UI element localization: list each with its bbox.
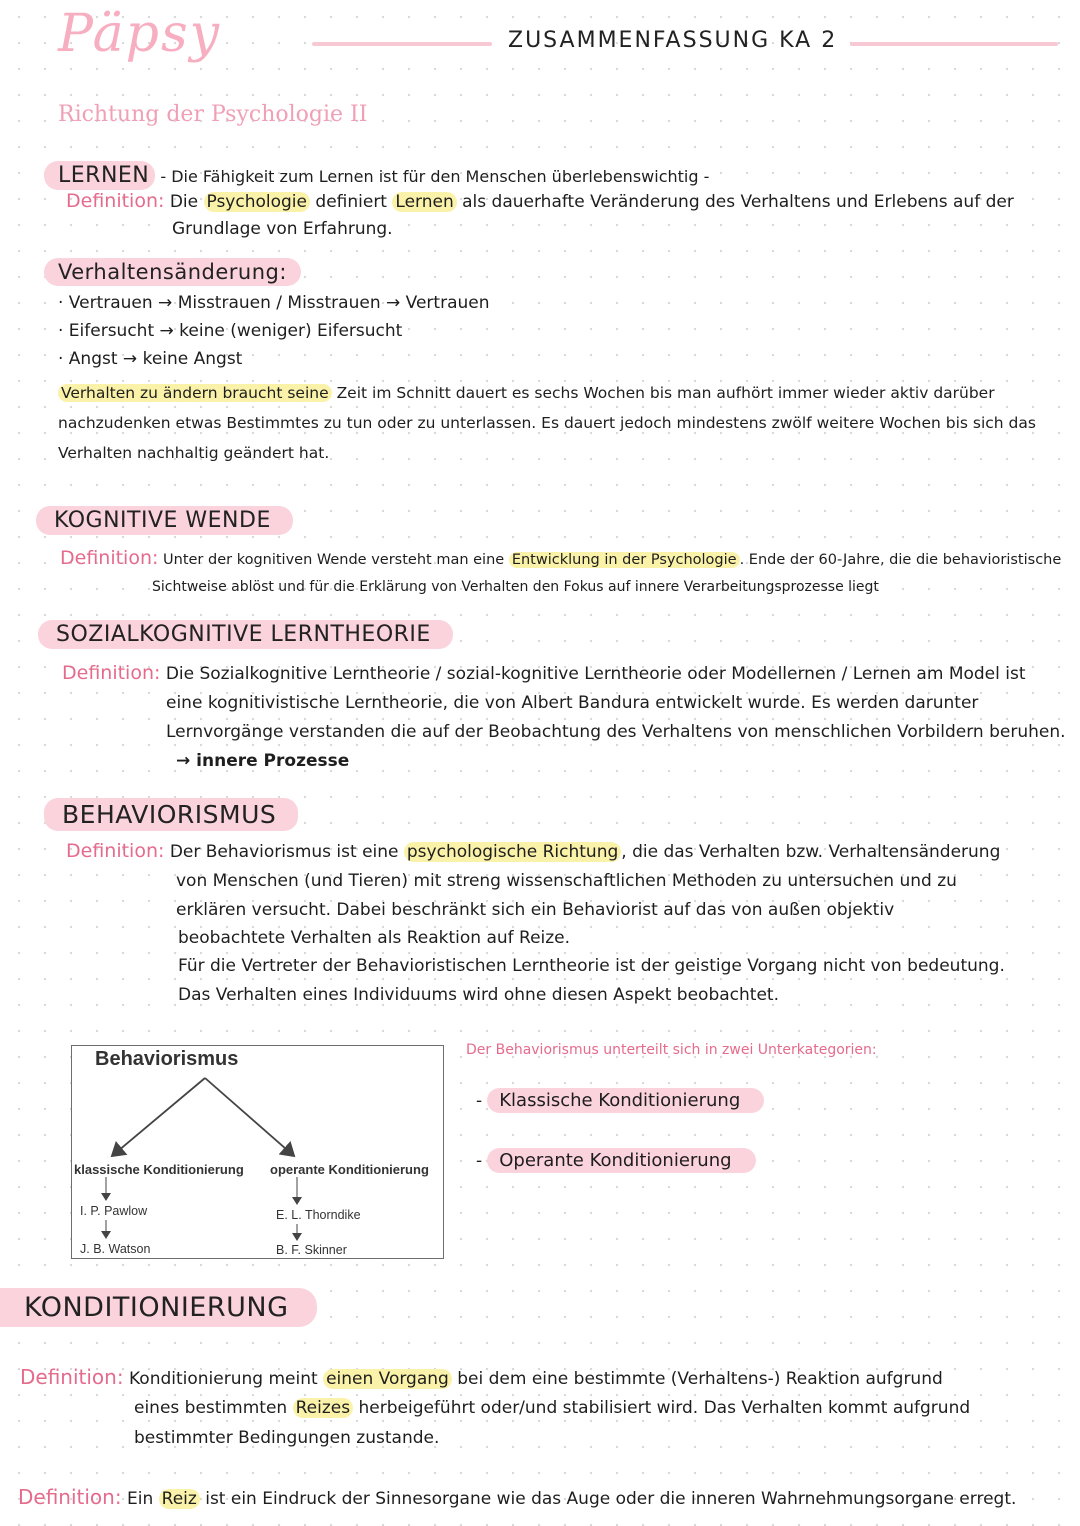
text: ist ein Eindruck der Sinnesorgane wie das Auge oder die inneren Wahrnehmungsorgane erregt.: [205, 1489, 1017, 1509]
definition-label: Definition:: [66, 840, 165, 862]
diagram-left-1: I. P. Pawlow: [80, 1204, 148, 1218]
highlight: psychologische Richtung: [404, 842, 621, 862]
highlight: Lernen: [392, 192, 456, 212]
text: . Ende der 60-Jahre, die die behavioristische: [739, 552, 1062, 568]
text: Ein: [127, 1489, 154, 1509]
sozial-heading: SOZIALKOGNITIVE LERNTHEORIE: [38, 620, 453, 649]
unterkategorie-label: Operante Konditionierung: [487, 1148, 755, 1173]
highlight: Psychologie: [204, 192, 311, 212]
behav-heading: BEHAVIORISMUS: [44, 798, 298, 831]
diagram-arrows: [72, 1046, 443, 1258]
list-item: · Angst → keine Angst: [58, 349, 243, 369]
behav-line4: beobachtete Verhalten als Reaktion auf Reize.: [178, 928, 571, 948]
text: Die: [169, 192, 199, 212]
page-subtitle: Richtung der Psychologie II: [58, 102, 368, 127]
lernen-definition: [66, 186, 1014, 217]
text: Der Behaviorismus ist eine: [169, 842, 399, 862]
text: bei dem eine bestimmte (Verhaltens-) Reaktion aufgrund: [457, 1369, 943, 1389]
sozial-line3: Lernvorgänge verstanden die auf der Beobachtung des Verhaltens von menschlichen Vorbildern beruhen.: [166, 722, 1066, 742]
highlight: einen Vorgang: [323, 1369, 452, 1389]
unterkategorie-1: - Klassische Konditionierung: [476, 1090, 764, 1111]
kond-line3: bestimmter Bedingungen zustande.: [134, 1428, 440, 1448]
text: definiert: [315, 192, 387, 212]
verhalten-list: [58, 289, 490, 373]
unterkategorie-label: Klassische Konditionierung: [487, 1088, 764, 1113]
highlight: Verhalten zu ändern braucht seine: [58, 384, 332, 402]
behav-line6: Das Verhalten eines Individuums wird ohne diesen Aspekt beobachtet.: [178, 985, 779, 1005]
text: nachzudenken etwas Bestimmtes zu tun oder zu unterlassen. Es dauert jedoch mindestens zwölf weitere Wochen bis sich das: [58, 414, 1036, 432]
page-title: ZUSAMMENFASSUNG KA 2: [508, 28, 838, 53]
kond-line2: [134, 1393, 970, 1423]
definition-label: Definition:: [20, 1365, 124, 1389]
verhalten-heading: Verhaltensänderung:: [44, 258, 301, 286]
definition-label: Definition:: [18, 1485, 122, 1509]
header-rule-left: [312, 42, 492, 46]
definition-label: Definition:: [66, 190, 165, 212]
definition-label: Definition:: [62, 662, 161, 684]
text: , die das Verhalten bzw. Verhaltensänderung: [621, 842, 1001, 862]
lernen-definition-line2: Grundlage von Erfahrung.: [172, 219, 393, 239]
behav-heading-wrap: [44, 800, 298, 829]
highlight: Reiz: [159, 1489, 200, 1509]
text: Die Sozialkognitive Lerntheorie / sozial-kognitive Lerntheorie oder Modellernen / Lernen am Model ist: [165, 664, 1026, 684]
behav-line3: erklären versucht. Dabei beschränkt sich ein Behaviorist auf das von außen objektiv: [176, 900, 895, 920]
kognitive-line2: Sichtweise ablöst und für die Erklärung von Verhalten den Fokus auf innere Verarbeitungsprozesse liegt: [152, 579, 879, 595]
diagram-right-2: B. F. Skinner: [276, 1243, 347, 1257]
reiz-definition: [18, 1482, 1016, 1514]
list-item: · Vertrauen → Misstrauen / Misstrauen → Vertrauen: [58, 293, 490, 313]
kond-heading-wrap: [0, 1292, 317, 1323]
kognitive-heading: KOGNITIVE WENDE: [36, 506, 293, 535]
text: herbeigeführt oder/und stabilisiert wird. Das Verhalten kommt aufgrund: [358, 1398, 971, 1418]
text: eines bestimmten: [134, 1398, 288, 1418]
sozial-definition: [62, 658, 1026, 689]
diagram-title: Behaviorismus: [95, 1048, 239, 1070]
behav-definition: [66, 836, 1000, 867]
sozial-line2: eine kognitivistische Lerntheorie, die von Albert Bandura entwickelt wurde. Es werden darunter: [166, 693, 979, 713]
kognitive-heading-wrap: [36, 508, 293, 533]
unterkategorie-2: - Operante Konditionierung: [476, 1150, 756, 1171]
sozial-heading-wrap: [38, 622, 453, 647]
list-item: · Eifersucht → keine (weniger) Eifersucht: [58, 321, 403, 341]
kond-definition: [20, 1362, 943, 1394]
sozial-line4: → innere Prozesse: [176, 751, 350, 771]
diagram-left-2: J. B. Watson: [80, 1242, 151, 1256]
behaviorismus-diagram: [71, 1045, 444, 1259]
behav-line2: von Menschen (und Tieren) mit streng wissenschaftlichen Methoden zu untersuchen und zu: [176, 871, 957, 891]
header-rule-right: [850, 42, 1058, 46]
text: als dauerhafte Veränderung des Verhaltens und Erlebens auf der: [462, 192, 1014, 212]
kond-heading: KONDITIONIERUNG: [0, 1288, 317, 1327]
text: Unter der kognitiven Wende versteht man eine: [163, 552, 505, 568]
text: Konditionierung meint: [129, 1369, 318, 1389]
highlight: Reizes: [293, 1398, 353, 1418]
diagram-right-node: operante Konditionierung: [270, 1162, 429, 1177]
text: Zeit im Schnitt dauert es sechs Wochen bis man aufhört immer wieder aktiv darüber: [336, 384, 995, 402]
verhalten-heading-wrap: [44, 260, 301, 284]
text: Verhalten nachhaltig geändert hat.: [58, 444, 330, 462]
definition-label: Definition:: [60, 547, 159, 569]
diagram-left-node: klassische Konditionierung: [74, 1162, 244, 1177]
highlight: Entwicklung in der Psychologie: [509, 552, 740, 568]
kognitive-definition: [60, 543, 1061, 575]
verhalten-paragraph: [58, 378, 1068, 468]
behav-line5: Für die Vertreter der Behavioristischen Lerntheorie ist der geistige Vorgang nicht von bedeutung.: [178, 956, 1005, 976]
diagram-right-1: E. L. Thorndike: [276, 1208, 361, 1222]
lernen-heading: LERNEN: [44, 161, 155, 190]
lernen-tagline: - Die Fähigkeit zum Lernen ist für den Menschen überlebenswichtig -: [160, 167, 710, 186]
unterkategorien-intro: Der Behaviorismus unterteilt sich in zwei Unterkategorien:: [466, 1042, 877, 1058]
logo-script: Päpsy: [58, 4, 222, 64]
